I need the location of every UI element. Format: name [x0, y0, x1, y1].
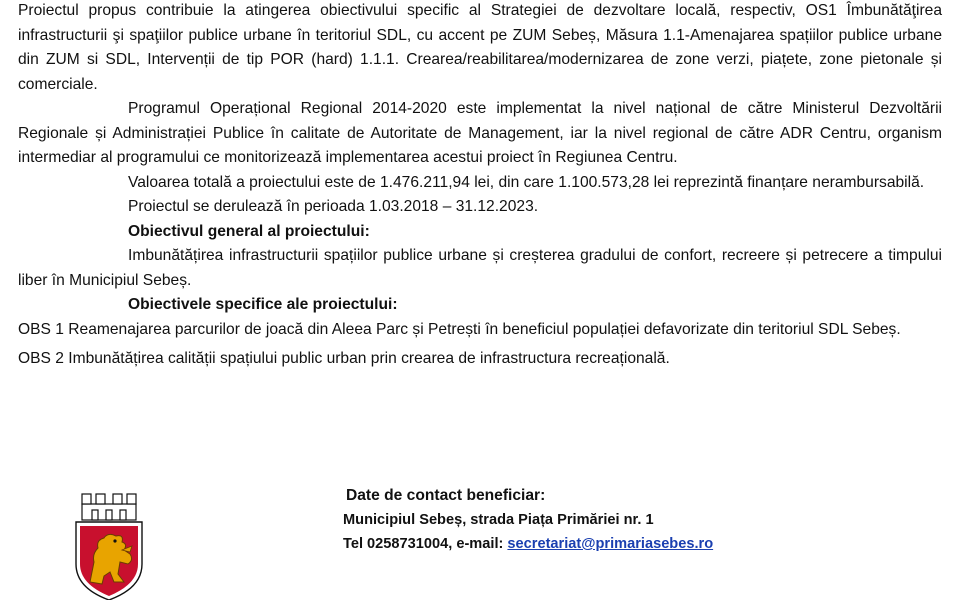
paragraph-project-value: Valoarea totală a proiectului este de 1.476.211,94 lei, din care 1.100.573,28 lei reprezintă finanțare nerambursabilă. — [128, 173, 925, 191]
contact-phone-line — [343, 532, 713, 556]
heading-specific-objectives: Obiectivele specifice ale proiectului: — [128, 296, 398, 313]
contact-block — [343, 484, 713, 556]
paragraph-objective-os1: Proiectul propus contribuie la atingerea obiectivului specific al Strategiei de dezvoltare locală, respectiv, OS1 Îmbunătăţirea infrastructurii şi spaţiilor publice urbane în teritoriul SDL, cu accent pe ZUM Sebeș, Măsura 1.1-Amenajarea spațiilor publice urbane din ZUM si SDL, Intervenții de tip POR (hard) 1.1.1. Crearea/reabilitarea/modernizarea de zone verzi, piațete, zone pietonale și comerciale. — [18, 2, 942, 93]
paragraph-general-objective: Imbunătățirea infrastructurii spațiilor publice urbane și creșterea gradului de confort, recreere și petrecere a timpului liber în Municipiul Sebeș. — [18, 247, 942, 289]
paragraph-por-program: Programul Operațional Regional 2014-2020 este implementat la nivel național de către Ministerul Dezvoltării Regionale și Administrației Publice în calitate de Autoritate de Management, iar la nivel regional de către ADR Centru, organism intermediar al programului ce monitorizează implementarea acestui proiect în Regiunea Centru. — [18, 100, 942, 166]
coat-of-arms-icon — [60, 484, 158, 600]
contact-email-link[interactable]: secretariat@primariasebes.ro — [507, 536, 714, 552]
contact-phone: Tel 0258731004, e-mail: — [343, 536, 508, 552]
specific-objective-obs1: OBS 1 Reamenajarea parcurilor de joacă din Aleea Parc și Petrești în beneficiul populației defavorizate din teritoriul SDL Sebeș. — [18, 320, 901, 338]
document-body — [18, 0, 942, 372]
contact-heading: Date de contact beneficiar: — [346, 487, 546, 504]
specific-objective-obs2: OBS 2 Imbunătățirea calității spațiului public urban prin crearea de infrastructura recreațională. — [18, 350, 670, 367]
contact-address: Municipiul Sebeș, strada Piața Primăriei nr. 1 — [343, 512, 654, 528]
paragraph-project-period: Proiectul se derulează în perioada 1.03.2018 – 31.12.2023. — [128, 198, 539, 215]
heading-general-objective: Obiectivul general al proiectului: — [128, 222, 370, 240]
